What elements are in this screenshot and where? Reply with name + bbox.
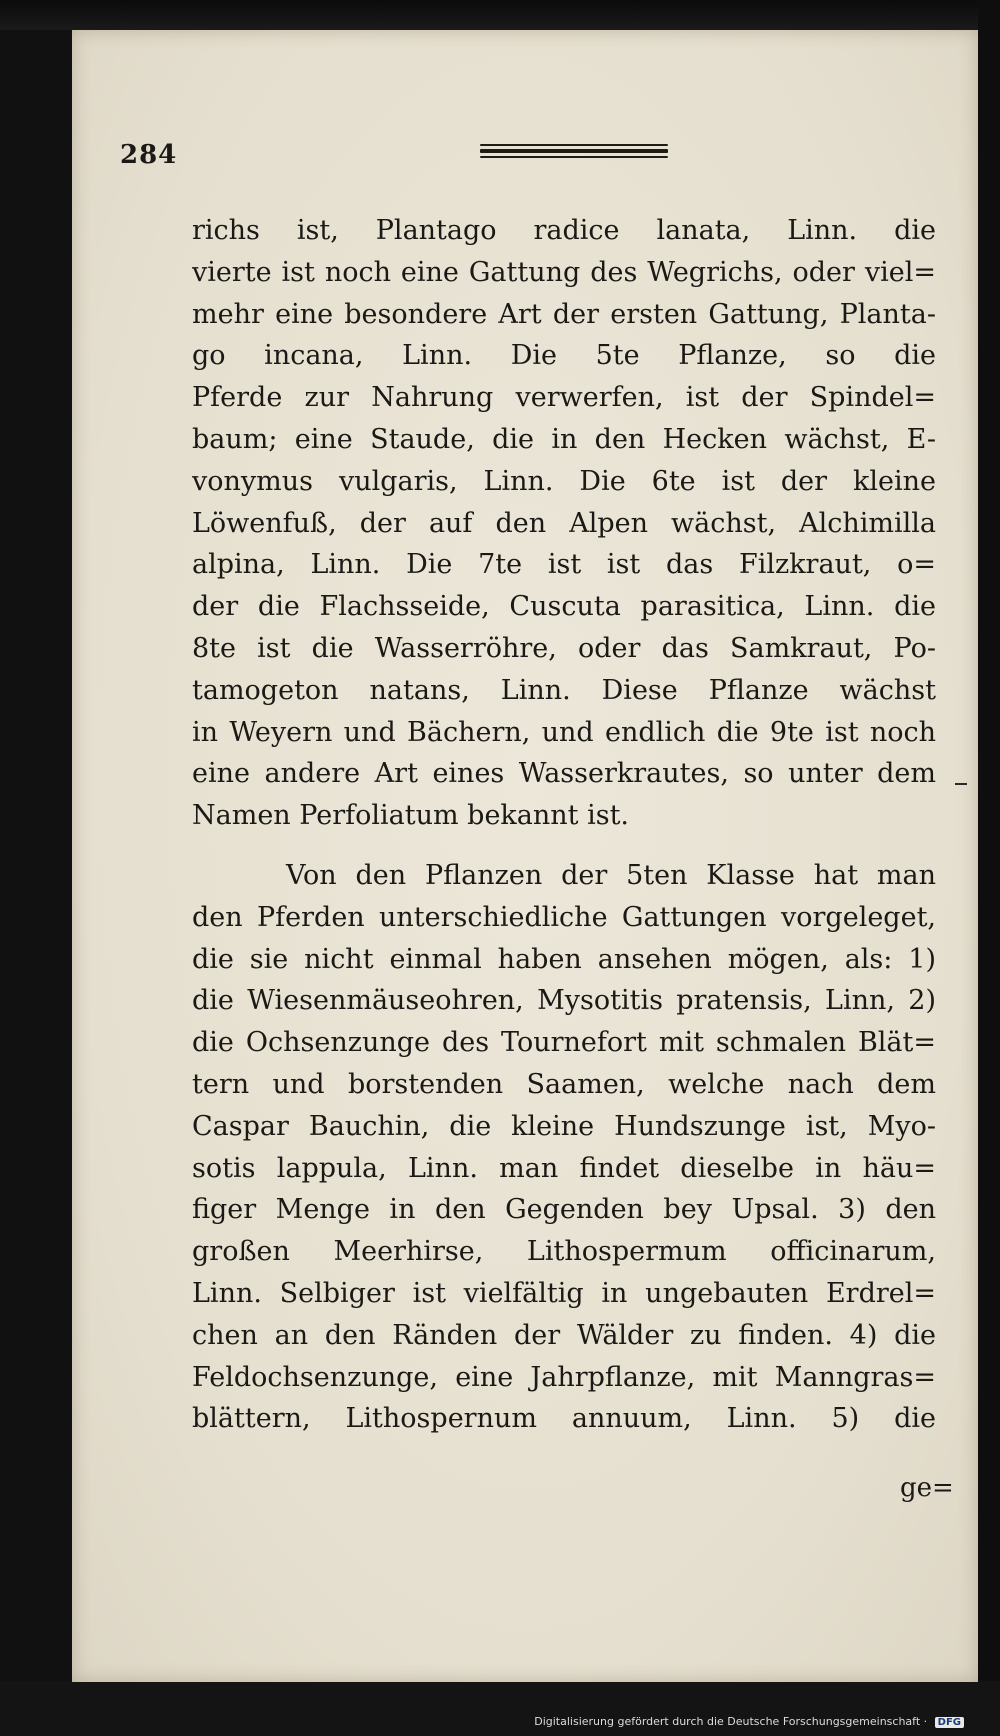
- credit-text: Digitalisierung gefördert durch die Deutsche Forschungsgemeinschaft ·: [534, 1715, 928, 1728]
- text-line: Pferde zur Nahrung verwerfen, ist der Spindel=: [192, 382, 936, 414]
- text-line: vierte ist noch eine Gattung des Wegrichs, oder viel=: [192, 256, 936, 288]
- paragraph-gap: [192, 837, 936, 855]
- text-line: mehr eine besondere Art der ersten Gattung, Planta-: [192, 298, 936, 330]
- text-line: Von den Pflanzen der 5ten Klasse hat man: [286, 859, 936, 891]
- rule-line: [480, 156, 668, 158]
- text-line: Linn. Selbiger ist vielfältig in ungebauten Erdrel=: [192, 1277, 936, 1309]
- text-line: 8te ist die Wasserröhre, oder das Samkraut, Po-: [192, 632, 936, 664]
- text-line: großen Meerhirse, Lithospermum officinarum,: [192, 1236, 936, 1268]
- catchword: ge=: [900, 1473, 954, 1503]
- header-ornament-rule: [480, 144, 668, 166]
- paragraph-1: [192, 210, 936, 837]
- text-line: Caspar Bauchin, die kleine Hundszunge ist, Myo-: [192, 1110, 936, 1142]
- text-line: chen an den Ränden der Wälder zu finden. 4) die: [192, 1319, 936, 1351]
- text-line: den Pferden unterschiedliche Gattungen vorgeleget,: [192, 901, 936, 933]
- text-line: die Ochsenzunge des Tournefort mit schmalen Blät=: [192, 1027, 936, 1059]
- text-line: der die Flachsseide, Cuscuta parasitica, Linn. die: [192, 591, 936, 623]
- text-line: alpina, Linn. Die 7te ist ist das Filzkraut, o=: [192, 549, 936, 581]
- scan-top-edge: [0, 0, 1000, 30]
- rule-line: [480, 149, 668, 153]
- text-line: eine andere Art eines Wasserkrautes, so unter dem: [192, 758, 936, 790]
- text-line: tern und borstenden Saamen, welche nach dem: [192, 1068, 936, 1100]
- page-number: 284: [120, 140, 178, 170]
- text-line: go incana, Linn. Die 5te Pflanze, so die: [192, 340, 936, 372]
- rule-line: [480, 144, 668, 146]
- margin-mark: [955, 783, 967, 785]
- text-line: die Wiesenmäuseohren, Mysotitis pratensis, Linn, 2): [192, 985, 936, 1017]
- digitization-credit: [534, 1715, 964, 1728]
- text-line: figer Menge in den Gegenden bey Upsal. 3) den: [192, 1194, 936, 1226]
- text-line: in Weyern und Bächern, und endlich die 9te ist noch: [192, 716, 936, 748]
- text-line: vonymus vulgaris, Linn. Die 6te ist der kleine: [192, 465, 936, 497]
- text-line: Löwenfuß, der auf den Alpen wächst, Alchimilla: [192, 507, 936, 539]
- text-line: blättern, Lithospernum annuum, Linn. 5) die: [192, 1403, 936, 1435]
- body-text: [192, 210, 936, 1440]
- paragraph-2: [192, 855, 936, 1440]
- dfg-logo: DFG: [935, 1717, 964, 1728]
- text-line: richs ist, Plantago radice lanata, Linn. die: [192, 215, 936, 246]
- text-line: Namen Perfoliatum bekannt ist.: [192, 800, 630, 832]
- text-line: baum; eine Staude, die in den Hecken wächst, E-: [192, 423, 936, 455]
- scan-right-edge: [978, 0, 1000, 1736]
- text-line: Feldochsenzunge, eine Jahrpflanze, mit Manngras=: [192, 1361, 936, 1393]
- text-line: sotis lappula, Linn. man findet dieselbe in häu=: [192, 1152, 936, 1184]
- text-line: die sie nicht einmal haben ansehen mögen, als: 1): [192, 943, 936, 975]
- text-line: tamogeton natans, Linn. Diese Pflanze wächst: [192, 674, 936, 706]
